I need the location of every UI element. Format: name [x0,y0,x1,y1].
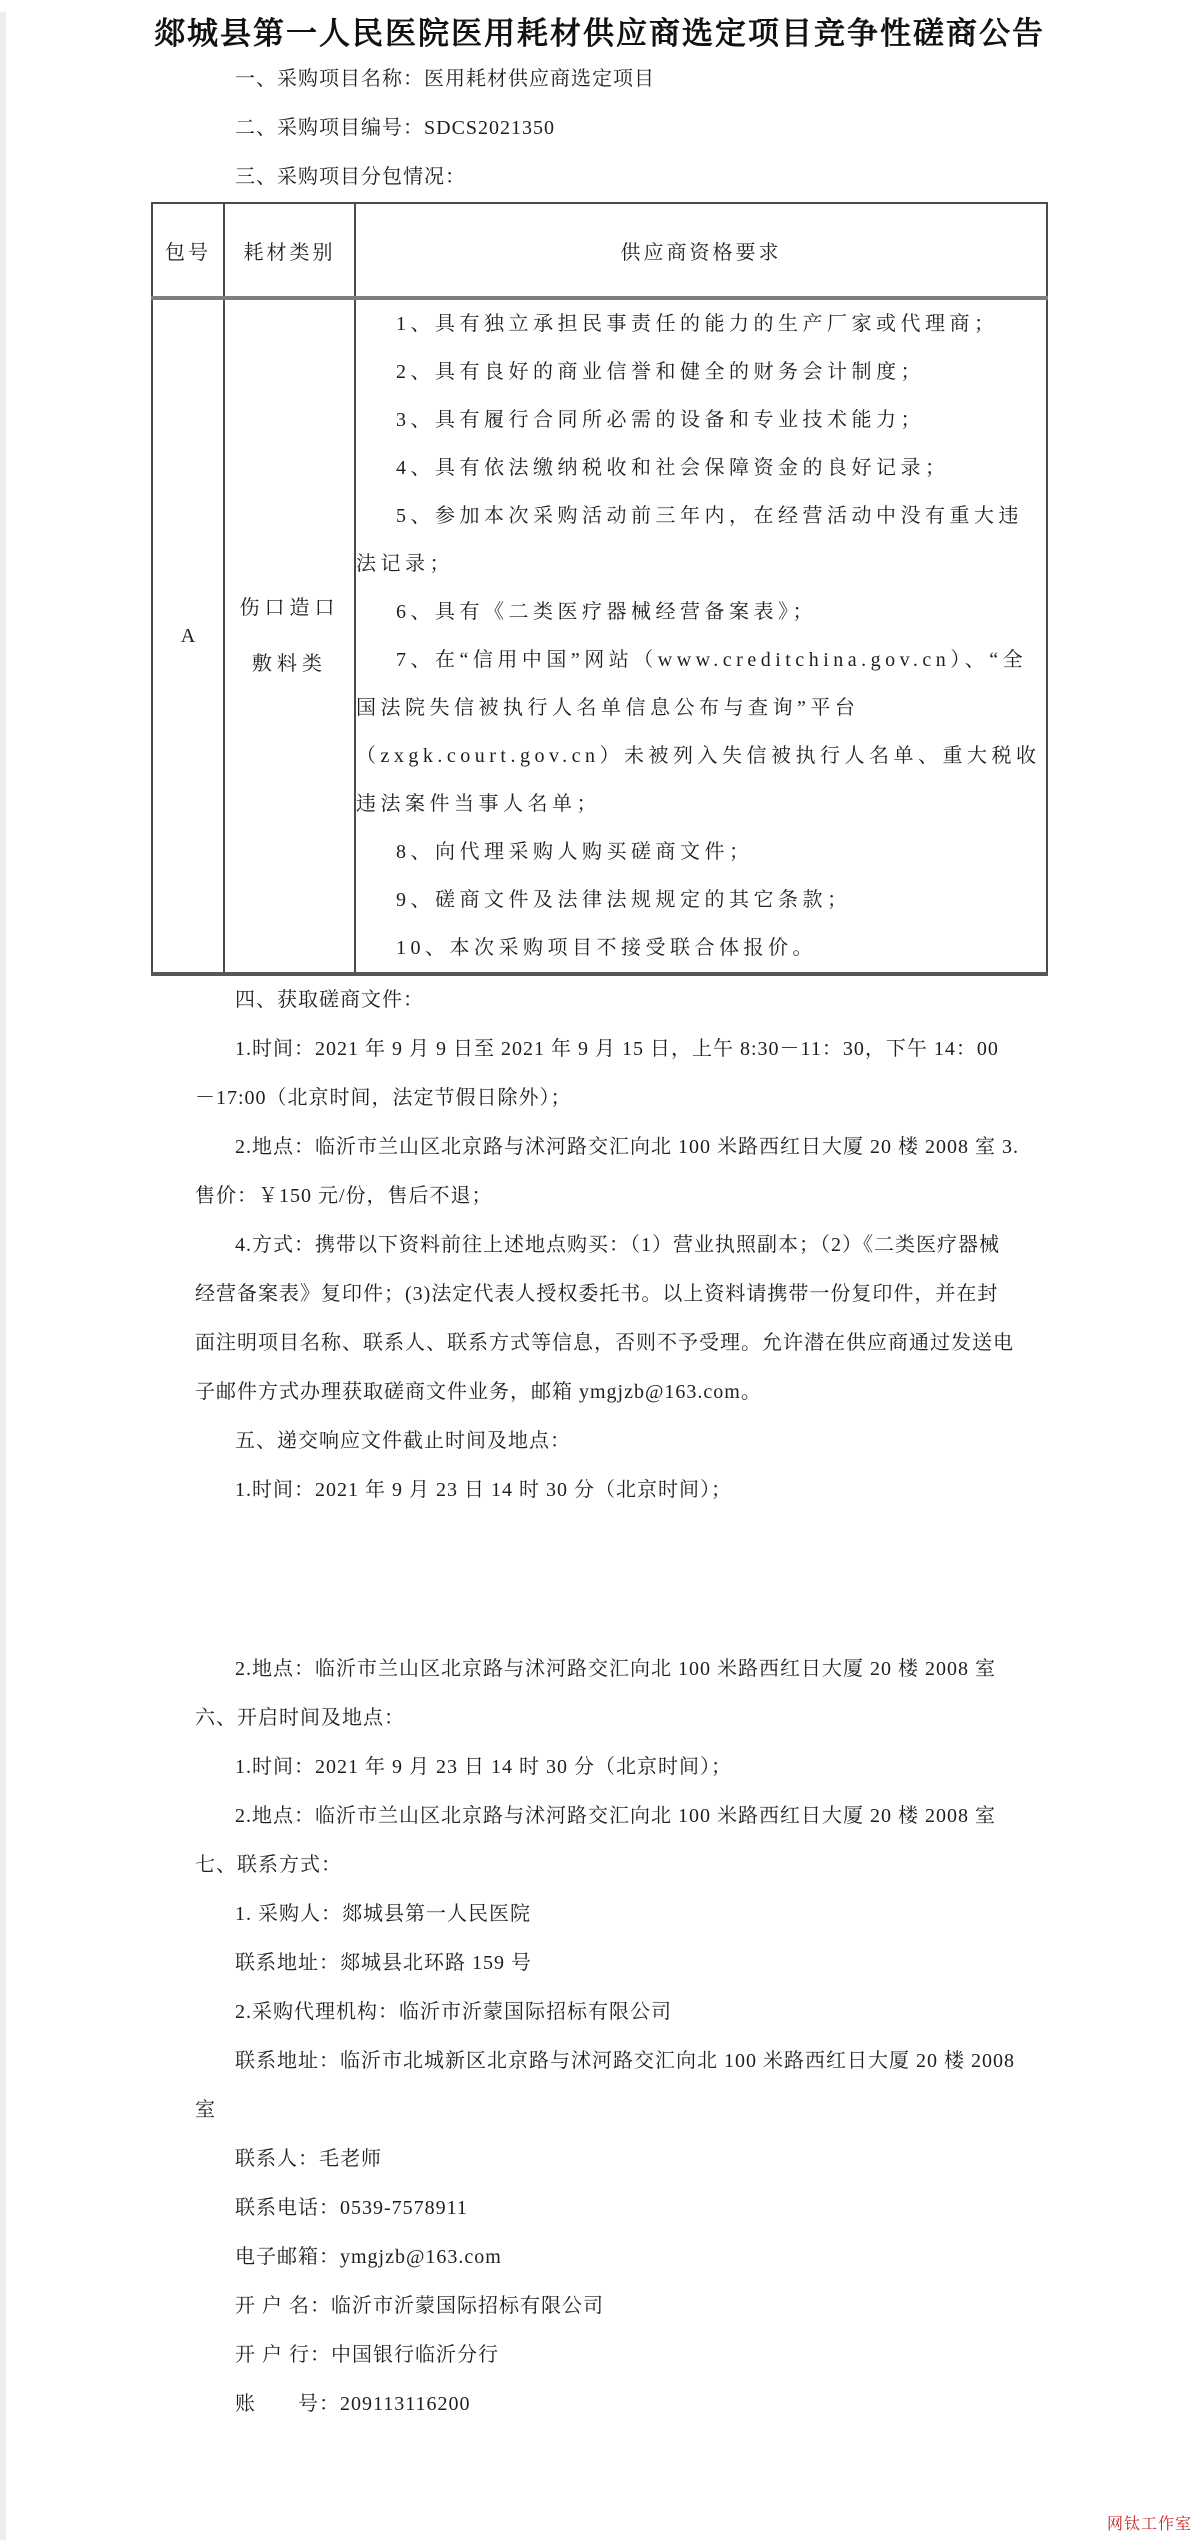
packages-table [151,202,1048,976]
page-title: 郯城县第一人民医院医用耗材供应商选定项目竞争性磋商公告 [154,16,1045,51]
body-paragraph: 1.时间：2021 年 9 月 23 日 14 时 30 分（北京时间）； [235,1479,732,1501]
package-no-cell: A [180,624,196,647]
requirement-item: 5、参加本次采购活动前三年内，在经营活动中没有重大违法记录； [356,505,1023,575]
requirement-item: 8、向代理采购人购买磋商文件； [396,841,754,863]
requirement-item: 1、具有独立承担民事责任的能力的生产厂家或代理商； [396,313,999,335]
intro-item: 三、采购项目分包情况： [235,166,466,188]
body-paragraph: 1.时间：2021 年 9 月 23 日 14 时 30 分（北京时间）； [235,1756,732,1778]
body-paragraph: 2.地点：临沂市兰山区北京路与沭河路交汇向北 100 米路西红日大厦 20 楼 2008 室 3.售价：￥150 元/份，售后不退； [195,1136,1019,1207]
category-cell [224,298,355,974]
body-paragraph: 开 户 名：临沂市沂蒙国际招标有限公司 [235,2295,604,2317]
requirement-item: 4、具有依法缴纳税收和社会保障资金的良好记录； [396,457,950,479]
body-paragraph: 2.采购代理机构：临沂市沂蒙国际招标有限公司 [235,2001,672,2023]
body-paragraph: 2.地点：临沂市兰山区北京路与沭河路交汇向北 100 米路西红日大厦 20 楼 2008 室七、联系方式： [195,1805,996,1876]
body-paragraph: 四、获取磋商文件： [235,989,424,1011]
body-paragraph: 1. 采购人：郯城县第一人民医院 [235,1903,531,1925]
requirement-item: 6、具有《二类医疗器械经营备案表》； [396,601,817,623]
header-category: 耗材类别 [224,203,355,298]
body-paragraph: 联系电话：0539-7578911 [235,2197,468,2219]
body-paragraph: 账 号：209113116200 [235,2393,471,2415]
body-paragraph: 联系地址：临沂市北城新区北京路与沭河路交汇向北 100 米路西红日大厦 20 楼 2008 室 [195,2050,1015,2121]
body-paragraph: 2.地点：临沂市兰山区北京路与沭河路交汇向北 100 米路西红日大厦 20 楼 2008 室六、开启时间及地点： [195,1658,996,1729]
requirement-item: 7、在“信用中国”网站（www.creditchina.gov.cn）、“全国法院失信被执行人名单信息公布与查询”平台（zxgk.court.gov.cn）未被列入失信被执行人名单、重大税收违法案件当事人名单； [356,649,1041,815]
body-paragraphs [150,976,1124,2429]
body-paragraph: 电子邮箱：ymgjzb@163.com [235,2246,502,2268]
page-edge-shading [0,12,6,2540]
body-paragraph: 开 户 行：中国银行临沂分行 [235,2344,499,2366]
intro-item: 一、采购项目名称：医用耗材供应商选定项目 [235,68,655,90]
category-line: 伤口造口 [239,597,340,619]
body-paragraph: 五、递交响应文件截止时间及地点： [235,1430,571,1452]
requirement-item: 10、本次采购项目不接受联合体报价。 [396,937,817,959]
body-paragraph: 1.时间：2021 年 9 月 9 日至 2021 年 9 月 15 日，上午 8:30－11：30，下午 14：00－17:00（北京时间，法定节假日除外）； [195,1038,999,1109]
document-content [150,55,1124,2429]
requirements-cell [355,298,1047,974]
document-page [0,12,1199,2533]
header-qualifications: 供应商资格要求 [355,203,1047,298]
body-paragraph: 联系人：毛老师 [235,2148,382,2170]
requirement-item: 9、磋商文件及法律法规规定的其它条款； [396,889,852,911]
table-row [152,298,1047,974]
header-package-no: 包号 [152,203,224,298]
requirement-item: 3、具有履行合同所必需的设备和专业技术能力； [396,409,925,431]
watermark: 网钛工作室 [1106,2516,1192,2533]
intro-list [150,55,1124,202]
body-paragraph: 联系地址：郯城县北环路 159 号 [235,1952,532,1974]
table-header-row [152,203,1047,298]
category-line: 敷料类 [252,653,327,675]
requirement-item: 2、具有良好的商业信誉和健全的财务会计制度； [396,361,925,383]
requirements-list [356,300,1046,972]
body-paragraph: 4.方式：携带以下资料前往上述地点购买：（1）营业执照副本；（2）《二类医疗器械经营备案表》复印件；(3)法定代表人授权委托书。以上资料请携带一份复印件，并在封面注明项目名称、联系人、联系方式等信息，否则不予受理。允许潜在供应商通过发送电子邮件方式办理获取磋商文件业务，邮箱 ymgjzb@163.com。 [195,1234,1014,1403]
intro-item: 二、采购项目编号：SDCS2021350 [235,117,556,139]
category-lines [225,580,354,692]
